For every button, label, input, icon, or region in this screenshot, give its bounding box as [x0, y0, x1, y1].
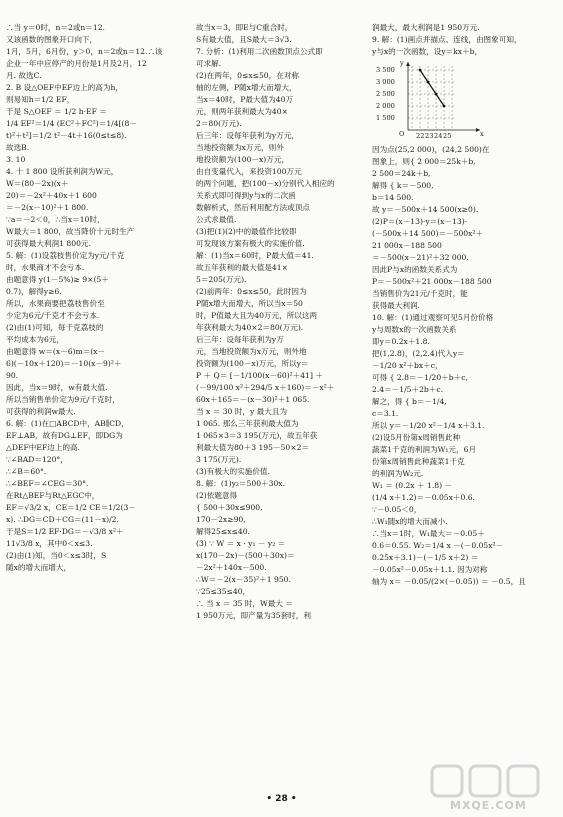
solution-line: c＝3.1. — [372, 409, 399, 418]
solution-line: 60x＋165＝－(x－30)²＋1 065. — [196, 395, 310, 404]
solution-line: 解得25≤x≤40. — [196, 527, 250, 536]
solution-line: 蔬菜1千克的利润为W₁元，6月 — [372, 445, 477, 454]
solution-line: 5＝205(万元). — [196, 275, 247, 284]
solution-line: 图象上，则{ 2 000＝25k＋b, — [372, 157, 476, 166]
solution-line: 当 x ＝ 30 时，y 最大且为 — [196, 407, 288, 416]
solution-line: (2)由(1)可知，每千克荔枝的 — [6, 323, 104, 332]
solution-line: t)²＋t²]＝1/2 t²－4t＋16(0≤t≤8). — [6, 131, 127, 140]
solution-line: 1 065. 那么三年获利最大值为 — [196, 419, 299, 428]
solution-line: ∵－0.05＜0， — [372, 505, 422, 514]
x-tick-label: 23 — [425, 132, 434, 140]
solution-line: 解：(1)当x＝60时，P最大值＝41. — [196, 251, 314, 260]
solution-line: 利最大值为80＋3 195－50×2＝ — [196, 443, 310, 452]
solution-line: (3)有极大的实施价值. — [196, 467, 270, 476]
solution-line: 1 950万元，即产量为35套时，利 — [196, 611, 311, 620]
solution-line: ∴∠BEF＝∠CEG＝30°. — [6, 479, 89, 488]
y-tick-label: 3 000 — [376, 78, 395, 86]
solution-line: ∴W＝－2(x－35)²＋1 950. — [196, 575, 291, 584]
solution-line: 故 y＝－500x＋14 500(x≥0). — [372, 205, 479, 214]
solution-line: 故五年获利的最大值是41× — [196, 263, 288, 272]
solution-line: P＝－500x²＋21 000x－188 500 — [372, 277, 492, 286]
solution-line: 轴的左侧，P随x增大而增大， — [196, 83, 297, 92]
solution-line: (2)前两年：0≤x≤50，此时因为 — [196, 287, 307, 296]
solution-line: 月. 故选C. — [6, 71, 42, 80]
solution-line: 1/4 EF²＝1/4 (EC²＋FC²)＝1/4[(8－ — [6, 119, 137, 128]
solution-line: 于是 S△OEF ＝ 1/2 h·EF ＝ — [6, 107, 107, 116]
solution-line: 3 175(万元). — [196, 455, 242, 464]
solution-line: 所以当销售单价定为9元/千克时， — [6, 395, 120, 404]
solution-line: 于是S＝1/2 EF·DG＝－√3/8 x²＋ — [6, 527, 124, 536]
solution-line: EF⊥AB，故有DG⊥EF，即DG为 — [6, 431, 123, 440]
solution-line: 10. 解：(1)通过观察可见5月份价格 — [372, 313, 494, 322]
solution-line: { 500＋30x≤900, — [196, 503, 263, 512]
solution-line: (2)依题意得 — [196, 491, 238, 500]
solution-line: W最大＝1 800，故当降价十元时生产 — [6, 227, 135, 236]
solution-line: ∵a＝－2＜0，∴当x＝10时， — [6, 215, 105, 224]
solution-line: y与x的一次函数，设y＝kx＋b， — [372, 47, 483, 56]
solution-line: 5. 解：(1)设荔枝售价定为y元/千克 — [6, 251, 125, 260]
solution-line: 解之，得 { b＝－1/4, — [372, 397, 447, 406]
solution-line: 可得 { 2.8＝－1/20＋b＋c, — [372, 373, 468, 382]
origin-label: O — [399, 130, 405, 138]
solution-line: －0.05x²－0.05x＋1.1. 因为对称 — [372, 565, 488, 574]
solution-line: ＝－500(x－21)²＋32 000. — [372, 253, 469, 262]
solution-line: 7. 分析：(1)利用二次函数顶点公式即 — [196, 47, 323, 56]
solution-line: 获得最大利润. — [372, 301, 420, 310]
solution-line: 年获利最大为40×2＝80(万元). — [196, 323, 304, 332]
solution-line: 所以 y＝－1/20 x²－1/4 x＋3.1. — [372, 421, 485, 430]
solution-line: 企业一年中应停产的月份是1月及2月，12 — [6, 59, 147, 68]
solution-line: (－99/100 x²＋294/5 x＋160)＝－x²＋ — [196, 383, 335, 392]
solution-line: 21 000x－188 500 — [372, 241, 442, 250]
solution-line: y与周数x的一次函数关系 — [372, 325, 457, 334]
solution-line: 6. 解：(1)在□ABCD中，AB∥CD， — [6, 419, 129, 428]
solution-line: (3) ∵ W ＝ x · y₁ － y₂ ＝ — [196, 539, 286, 548]
solution-line: 0.25x＋3.1)－(－1/5 x＋2) ＝ — [372, 553, 479, 562]
solution-line: 2. B 设△OEF中EF边上的高为h， — [6, 83, 123, 92]
solution-line: 数解析式，然后利用配方法或顶点 — [196, 203, 310, 212]
solution-line: △DEF中EF边上的高. — [6, 443, 80, 452]
solution-line: 所以，水果商要把荔枝售价至 — [6, 299, 105, 308]
solution-line: 因此P与x的函数关系式为 — [372, 265, 458, 274]
solution-line: 8. 解：(1)y₂＝500＋30x. — [196, 479, 285, 488]
solution-line: 又该函数的图象开口向下， — [6, 35, 98, 44]
solution-line: x). ∴DG＝CD＋CG＝(11－x)/2. — [6, 515, 119, 524]
solution-line: 投资额为(100－x)万元，所以y＝ — [196, 359, 309, 368]
solution-line: 可发现该方案有极大的实施价值. — [196, 239, 305, 248]
x-axis-label: x — [480, 130, 484, 138]
solution-line: 2 500＝24k＋b, — [372, 169, 431, 178]
y-axis-label: y — [400, 59, 404, 67]
solution-line: 2.4＝－1/5＋2b＋c. — [372, 385, 444, 394]
solution-line: 润最大，最大利润是1 950万元. — [372, 23, 480, 32]
solution-line: 在Rt△BEF与Rt△EGC中， — [6, 491, 100, 500]
solution-line: 故当x＝3，即E与C重合时， — [196, 23, 293, 32]
solution-line: 可获得的利润w最大. — [6, 407, 76, 416]
solution-line: ＝－2(x－10)²＋1 800. — [6, 203, 89, 212]
solution-line: 由题意得 y(1－5%)≥ 9×(5＋ — [6, 275, 109, 284]
middle-column — [196, 22, 364, 622]
solution-line: 的两个问题，把(100－x)分别代入相应的 — [196, 179, 335, 188]
solution-line: 的利润为W₂元. — [372, 469, 424, 478]
solution-line: 解得 { k＝－500, — [372, 181, 434, 190]
graph-grid — [408, 66, 456, 130]
solution-line: 时，水果商才不会亏本. — [6, 263, 85, 272]
solution-line: 0.7)，解得y≥6. — [6, 287, 62, 296]
solution-line: 当销售价为21元/千克时，能 — [372, 289, 468, 298]
price-sales-graph — [372, 60, 556, 142]
solution-line: 关系式即可得到y与x的二次函 — [196, 191, 296, 200]
solution-line: 90. — [6, 371, 19, 380]
solution-line: 当x＝40时，P最大值为40万 — [196, 95, 294, 104]
solution-line: EF＝√3/2 x，CE＝1/2 CE＝1/2(3－ — [6, 503, 136, 512]
y-tick-label: 2 000 — [376, 102, 395, 110]
solution-line: ∴W₁随x的增大而减小. — [372, 517, 448, 526]
solution-line: 把(1,2.8)，(2,2.4)代入y＝ — [372, 349, 465, 358]
solution-line: x(170－2x)－(500＋30x)＝ — [196, 551, 295, 560]
solution-line: 轴为 x＝ －0.05/(2×(－0.05)) ＝ －0.5，且 — [372, 577, 526, 586]
left-column — [6, 22, 186, 574]
solution-line: 4. 十 1 800 设所获利润为W元， — [6, 167, 119, 176]
solution-line: 1 065×3＝3 195(万元)，故五年获 — [196, 431, 318, 440]
solution-line: ∵∠BAD＝120°， — [6, 455, 68, 464]
x-tick-label: 25 — [443, 132, 452, 140]
solution-line: 公式求最值. — [196, 215, 237, 224]
x-tick-label: 22 — [416, 132, 425, 140]
solution-line: 1月，5月，6月份，y＞0，n＝2或n＝12.∴该 — [6, 47, 163, 56]
solution-line: (1/4 x＋1.2)＝－0.05x＋0.6. — [372, 493, 475, 502]
solution-line: P ＋ Q＝ [－1/100(x－60)²＋41] ＋ — [196, 371, 323, 380]
solution-line: 由自变量代入，来投资100万元 — [196, 167, 302, 176]
y-tick-label: 1 500 — [376, 114, 395, 122]
graph-point — [427, 81, 430, 84]
solution-line: b＝14 500. — [372, 193, 414, 202]
solution-line: －2x²＋140x－500. — [196, 563, 267, 572]
right-column — [372, 22, 556, 588]
solution-line: 当地投资额为x万元，则外 — [196, 143, 284, 152]
solution-line: 2＝80(万元). — [196, 119, 242, 128]
x-tick-label: 24 — [434, 132, 443, 140]
solution-line: 因此，当x＝9时，w有最大值. — [6, 383, 108, 392]
solution-line: (2)在两年，0≤x≤50，在对称 — [196, 71, 300, 80]
solution-line: (2)由(1)知，当0＜x≤3时，S — [6, 551, 107, 560]
right-column-bottom — [372, 144, 556, 588]
solution-line: 可求解. — [196, 59, 222, 68]
solution-line: 因为点(25,2 000)，(24,2 500)在 — [372, 145, 490, 154]
solution-line: 11√3/8 x，其中0＜x≤3. — [6, 539, 93, 548]
graph-point — [443, 105, 446, 108]
solution-line: 随x的增大而增大， — [6, 563, 72, 572]
solution-line: 故选B. — [6, 143, 30, 152]
solution-line: 0.6＝0.55. W₂＝1/4 x －(－0.05x²－ — [372, 541, 504, 550]
solution-line: 可获得最大利润1 800元. — [6, 239, 91, 248]
solution-line: ∴当x＝1时，W₁最大＝－0.05＋ — [372, 529, 485, 538]
right-column-top — [372, 22, 556, 58]
solution-line: 由题意得 w＝(x－6)m＝(x－ — [6, 347, 106, 356]
solution-line: W＝(80－2x)(x＋ — [6, 179, 69, 188]
watermark-text: MXQE.COM — [450, 799, 527, 812]
solution-line: ∴当 y＝0时，n＝2或n＝12. — [6, 23, 105, 32]
solution-line: S有最大值，且S最大＝3√3. — [196, 35, 292, 44]
solution-line: 即y＝0.2x＋1.8. — [372, 337, 430, 346]
y-tick-label: 3 500 — [376, 66, 395, 74]
solution-line: 9. 解：(1)画点并描点、连线，由图象可知， — [372, 35, 522, 44]
solution-line: 时，P值最大且为40万元，所以这两 — [196, 311, 318, 320]
solution-line: ∴ 当 x ＝ 35 时，W最大 ＝ — [196, 599, 293, 608]
solution-line: 地投资额为(100－x)万元， — [196, 155, 290, 164]
graph-point — [435, 93, 438, 96]
solution-line: 则易知h＝1/2 EF， — [6, 95, 75, 104]
solution-line: 3. 10 — [6, 155, 26, 164]
solution-line: (2)P＝(x－13)·y＝(x－13)· — [372, 217, 468, 226]
solution-line: (－500x＋14 500)＝－500x²＋ — [372, 229, 484, 238]
solution-line: 170－2x≥90, — [196, 515, 246, 524]
solution-line: (3)把(1)(2)中的最值作比较即 — [196, 227, 297, 236]
solution-line: W₁ ＝ (0.2x ＋ 1.8) － — [372, 481, 453, 490]
solution-line: 平均成本为6元， — [6, 335, 64, 344]
trend-line — [420, 70, 444, 106]
graph-point — [419, 69, 422, 72]
solution-line: 份第x周销售此种蔬菜1千克 — [372, 457, 465, 466]
solution-line: 元，当地投资额为x万元，则外地 — [196, 347, 307, 356]
solution-line: (2)设5月份第x周销售此种 — [372, 433, 461, 442]
solution-line: 元，则两年获利最大为40× — [196, 107, 288, 116]
page-number: • 28 • — [266, 794, 297, 804]
solution-line: －1/20 x²＋bx＋c， — [372, 361, 443, 370]
solution-line: 少定为6元/千克才不会亏本. — [6, 311, 100, 320]
solution-line: 6)(－10x＋120)＝－10(x－9)²＋ — [6, 359, 122, 368]
y-tick-label: 2 500 — [376, 90, 395, 98]
solution-line: ∵25≤35≤40， — [196, 587, 251, 596]
solution-line: P随x增大而增大，所以当x＝50 — [196, 299, 303, 308]
solution-line: ∴∠B＝60°. — [6, 467, 47, 476]
solution-line: 20)＝－2x²＋40x＋1 600 — [6, 191, 97, 200]
solution-line: 后三年：设每年获利为y万元， — [196, 131, 300, 140]
y-axis-arrow — [406, 62, 410, 66]
solution-line: 后三年：设每年获利为y万 — [196, 335, 284, 344]
